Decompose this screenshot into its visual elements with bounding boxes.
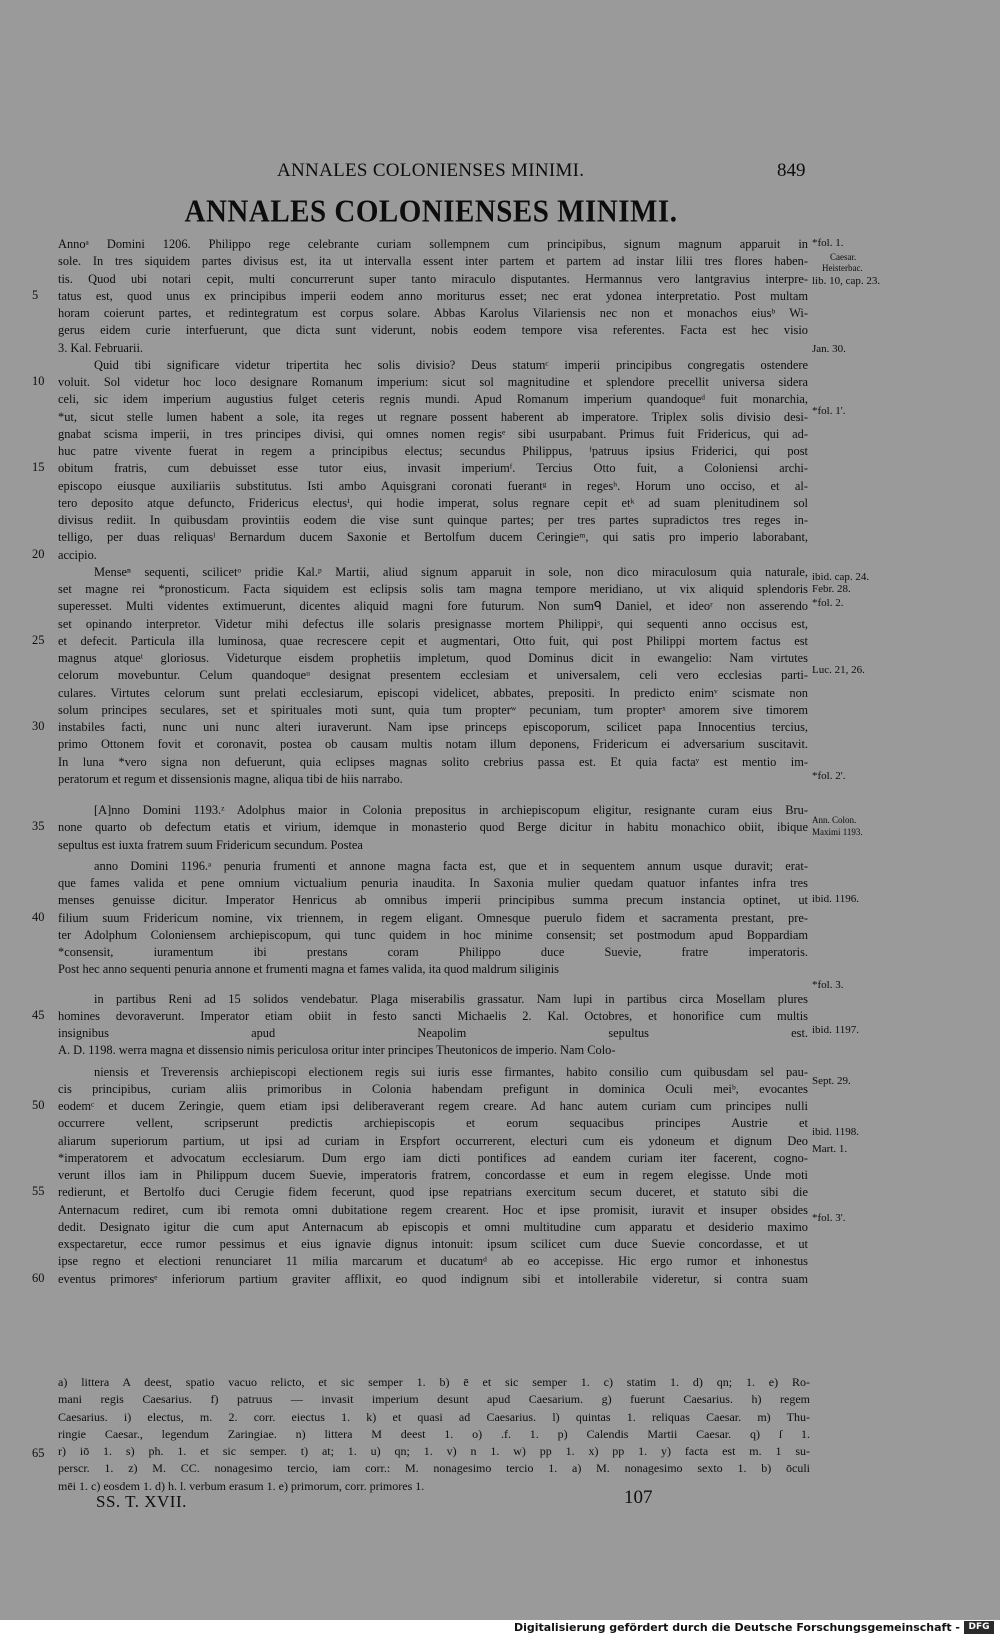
text-line: niensis et Treverensis archiepiscopi electionem regis sui iuris esse firmantes, habito consilio cum quibusdam sel pau- bbox=[94, 1064, 808, 1079]
margin-note: Luc. 21, 26. bbox=[812, 664, 865, 676]
margin-note: *fol. 3. bbox=[812, 979, 844, 991]
text-line: huc patre vivente fuerat in regem a principibus electus; secundus Philippus, ᶠpatruus ipsius Friderici, qui post bbox=[58, 444, 808, 458]
text-line: ipse regno et electioni renunciaret 11 milia marcarum et ducatumᵈ ab eo accepisse. Hic ergo rumor et inhonestus bbox=[58, 1254, 808, 1269]
margin-note: Maximi 1193. bbox=[812, 827, 863, 837]
line-number: 60 bbox=[32, 1270, 45, 1285]
line-number: 25 bbox=[32, 632, 45, 647]
folio-number: 107 bbox=[624, 1487, 653, 1508]
line-number: 5 bbox=[32, 287, 39, 302]
margin-note: *fol. 1. bbox=[812, 237, 844, 249]
margin-note: ibid. 1197. bbox=[812, 1024, 859, 1036]
text-line: Post hec anno sequenti penuria annone et frumenti magna et fames valida, ita quod maldrum siliginis bbox=[58, 962, 560, 977]
digitization-notice: Digitalisierung gefördert durch die Deutsche Forschungsgemeinschaft - bbox=[513, 1621, 960, 1634]
text-line: accipio. bbox=[58, 547, 97, 562]
text-line: verunt illos iam in Philippum ducem Suevie, imperatoris fratrem, concordasse et eum in regem elegisse. Unde moti bbox=[58, 1168, 808, 1182]
text-line: menses genuisse dicitur. Imperator Henricus ab omnibus imperii principibus summa precum instancia optinet, ut bbox=[58, 893, 808, 908]
text-line: set opinando interpretor. Videtur mihi defectus ille solaris presignasse mortem Philippiˢ, qui sequenti anno occisus est, bbox=[58, 616, 808, 631]
line-number: 50 bbox=[32, 1098, 45, 1112]
margin-note: *fol. 1'. bbox=[812, 405, 846, 417]
dfg-logo: DFG bbox=[964, 1621, 994, 1634]
line-number: 45 bbox=[32, 1007, 45, 1022]
line-number: 35 bbox=[32, 819, 45, 834]
text-line: episcopo eiusque auxiliariis substitutus. Isti ambo Aquisgrani coronati fuerantᵍ in regesʰ. Horum uno occiso, et al- bbox=[58, 478, 808, 493]
text-line: celi, sic idem imperium augustius fulget ceteris regnis mundi. Apud Romanum imperium quandoqueᵈ fuit monarchia, bbox=[58, 392, 808, 407]
margin-note: Jan. 30. bbox=[812, 343, 846, 355]
footnote-line: perscr. 1. z) M. CC. nonagesimo tercio, iam corr.: M. nonagesimo tercio 1. a) M. nonagesimo sexto 1. b) ōculi bbox=[58, 1461, 810, 1476]
text-line: exspectaretur, ecce rumor pessimus et eius ignavie dignus intonuit: ipsum scilicet cum duce Suevie concordasse, et ut bbox=[58, 1237, 808, 1251]
margin-note: Sept. 29. bbox=[812, 1075, 851, 1087]
margin-note: *fol. 2'. bbox=[812, 770, 846, 782]
text-line: celorum movebuntur. Celum quandoqueᵘ designat presentem ecclesiam et universalem, celi vero ecclesias parti- bbox=[58, 668, 808, 683]
margin-note: *fol. 3'. bbox=[812, 1212, 846, 1224]
line-number: 30 bbox=[32, 719, 45, 733]
text-line: superesset. Multi videntes extimuerunt, dicentes aliquid magni fore futurum. Non sumᑫ Daniel, et ideoʳ non asserendo bbox=[58, 599, 808, 614]
text-line: in partibus Reni ad 15 solidos vendebatur. Plaga miserabilis grassatur. Nam lupi in partibus circa Mosellam plures bbox=[94, 991, 808, 1006]
margin-note: Febr. 28. bbox=[812, 583, 851, 595]
margin-note: Heisterbac. bbox=[822, 263, 863, 273]
text-line: dedit. Designato igitur die cum aput Anternacum ab episcopis et omni multitudine cum apparatu et desiderio maximo bbox=[58, 1219, 808, 1234]
signature-mark: SS. T. XVII. bbox=[96, 1492, 187, 1511]
text-line: horam coierunt partes, et redintegratum est corpus solare. Abbas Karolus Vilariensis nec non et monachos eiusᵇ Wi- bbox=[58, 306, 808, 320]
text-line: que fames valida et pene omnium victualium penuria inaudita. In Saxonia mulier quedam quatuor infantes infra tres bbox=[58, 876, 808, 890]
footnotes bbox=[58, 1374, 810, 1495]
margin-note: lib. 10, cap. 23. bbox=[812, 275, 881, 287]
running-head-title: ANNALES COLONIENSES MINIMI. bbox=[277, 160, 585, 181]
text-line: Anternacum rediret, cum ibi remota omni dubitatione regem crearent. Hoc et ipse promisit, iuravit et insuper obsides bbox=[58, 1202, 808, 1217]
text-line: Quid tibi significare videtur tripertita hec solis divisio? Deus statumᶜ imperii principibus congregatis ostendere bbox=[94, 357, 808, 372]
footnote-line: Caesarius. i) electus, m. 2. corr. eiectus 1. k) et quasi ad Caesarius. l) quintas 1. reliquas Caesar. m) Thu- bbox=[58, 1409, 810, 1424]
margin-note: Mart. 1. bbox=[812, 1143, 848, 1155]
digitization-bar bbox=[0, 1620, 1000, 1635]
margin-note: Caesar. bbox=[830, 252, 857, 262]
text-line: peratorum et regum et dissensionis magne, aliqua tibi de hiis narrabo. bbox=[58, 771, 403, 786]
text-line: aliarum superiorum partium, ut ipsi ad curiam in Erspfort occurrerent, electuri cum eis ydoneum et dignum Deo bbox=[58, 1133, 808, 1148]
text-line: Menseⁿ sequenti, scilicetᵒ pridie Kal.ᵖ Martii, aliud signum apparuit in sole, non dico miraculosum quia naturale, bbox=[94, 564, 808, 579]
text-line: et defecit. Particula illa luminosa, quae recrescere cepit et augmentari, Otto fuit, qui post Philippi mortem factus est bbox=[58, 633, 808, 648]
line-number: 65 bbox=[32, 1446, 45, 1460]
margin-note: ibid. 1196. bbox=[812, 893, 859, 905]
text-line: Annoᵃ Domini 1206. Philippo rege celebrante curiam sollempnem cum principibus, signum magnum apparuit in bbox=[58, 237, 808, 251]
running-head bbox=[0, 160, 1000, 186]
margin-note: ibid. 1198. bbox=[812, 1126, 859, 1138]
text-line: instabiles facti, nunc uni nunc alteri iuraverunt. Nam ipse princeps episcoporum, scilicet papa Innocentius tercius, bbox=[58, 720, 808, 734]
text-line: *ut, sicut stelle lumen habent a sole, ita reges ut regnare possent haberent ab imperatore. Triplex solis divisio desi- bbox=[58, 409, 808, 424]
main-title: ANNALES COLONIENSES MINIMI. bbox=[184, 194, 678, 230]
line-number: 40 bbox=[32, 909, 45, 924]
text-line: eodemᶜ et ducem Zeringie, quem etiam ipsi deliberaverant regem creare. Ad hanc autem curiam cum principes nulli bbox=[58, 1099, 808, 1113]
text-line: primo Ottonem fovit et coronavit, postea ob causam multis notam illum deponens, Fridericum ei adversarium suscitavit. bbox=[58, 737, 808, 752]
text-line: A. D. 1198. werra magna et dissensio nimis periculosa oritur inter principes Theutonicos de imperio. Nam Colo- bbox=[58, 1043, 616, 1058]
text-line: magnus atqueᵗ gloriosus. Videturque eisdem prophetiis impletum, quod Dominus dicit in ewangelio: Nam virtutes bbox=[58, 651, 808, 665]
text-line: telligo, per duas reliquasˡ Bernardum ducem Saxonie et Bertolfum ducem Ceringieᵐ, qui satis pro imperio laborabant, bbox=[58, 530, 808, 545]
line-number: 55 bbox=[32, 1184, 45, 1199]
text-line: *consensit, iuramentum ibi prestans coram Philippo duce Suevie, fratre imperatoris. bbox=[58, 945, 808, 959]
text-line: occurrere vellent, scripserunt predictis archiepiscopis et eorum sequacibus principes Austrie et bbox=[58, 1116, 808, 1131]
text-line: voluit. Sol videtur hoc loco designare Romanum imperium: sicut sol magnitudine et splendore precellit universa sidera bbox=[58, 375, 808, 389]
line-number: 15 bbox=[32, 460, 45, 475]
margin-note: Ann. Colon. bbox=[812, 815, 857, 825]
footnote-line: a) littera A deest, spatio vacuo relicto, et sic semper 1. b) ē et sic semper 1. c) statim 1. d) qn; 1. e) Ro- bbox=[58, 1375, 810, 1389]
text-line: ter Adolphum Coloniensem archiepiscopum, qui tunc quidem in hoc minime consensit; set postmodum apud Boppardiam bbox=[58, 927, 808, 942]
text-line: In luna *vero signa non defuerunt, quia eclipses magnas solito crebrius passa est. Et quia factaʸ est mentio im- bbox=[58, 754, 808, 769]
text-line: [A]nno Domini 1193.ᶻ Adolphus maior in Colonia prepositus in archiepiscopum eligitur, resignante curam eius Bru- bbox=[94, 803, 808, 817]
text-line: solum principes seculares, set et spirituales moti sunt, quia tum propterʷ pecuniam, tum propterˣ amorem sive timorem bbox=[58, 702, 808, 717]
footnote-line: mani regis Caesarius. f) patruus — invasit imperium desunt apud Caesarium. g) fuerunt Caesarius. h) regem bbox=[58, 1392, 810, 1407]
text-line: cis principibus, curiam aliis primoribus in Colonia habendam prefigunt in dominica Oculi meiᵇ, evocantes bbox=[58, 1081, 808, 1096]
page-number: 849 bbox=[777, 160, 806, 181]
text-line: tis. Quod ubi notari cepit, multi concurrerunt super tanto miraculo disputantes. Hermannus vero lantgravius interpre- bbox=[58, 271, 808, 286]
text-line: culares. Virtutes celorum sunt prelati ecclesiarum, episcopi videlicet, abbates, prepositi. In predicto enimᵛ scismate non bbox=[58, 685, 808, 700]
text-line: anno Domini 1196.ᵃ penuria frumenti et annone magna facta est, que et in sequentem annum usque duravit; erat- bbox=[94, 858, 808, 873]
text-line: redierunt, et Bertolfo duci Cerugie fidem fecerunt, quod ipse repatrians exercitum secum duceret, et statuto sibi die bbox=[58, 1185, 808, 1200]
text-line: eventus primoresᵉ inferiorum partium graviter afflixit, eo quod indignum sibi et intollerabile videretur, si contra suam bbox=[58, 1271, 808, 1286]
text-line: sole. In tres siquidem partes divisus est, ita ut intervalla essent inter partem et partem ad instar lilii tres flores haben- bbox=[58, 254, 808, 269]
footnote-line: mēi 1. c) eosdem 1. d) h. l. verbum erasum 1. e) primorum, corr. primores 1. bbox=[58, 1478, 425, 1493]
margin-note: *fol. 2. bbox=[812, 597, 844, 609]
text-line: tatus est, quod unus ex principibus imperii eodem anno moriturus esset; nec erat ydonea interpretatio. Post multam bbox=[58, 288, 808, 303]
body-text bbox=[58, 236, 808, 1288]
footnote-line: r) iō 1. s) ph. 1. et sic semper. t) at; 1. u) qn; 1. v) n 1. w) pp 1. x) pp 1. y) facta est m. 1 su- bbox=[58, 1444, 810, 1459]
text-line: *imperatorem et advocatum ecclesiarum. Dum ergo iam dicti pontifices ad eandem curiam iter facerent, cogno- bbox=[58, 1150, 808, 1165]
text-line: set magne rei *pronosticum. Facta siquidem est eclipsis solis tam magna tempore meridiano, ut vix aliquid splendoris bbox=[58, 582, 808, 596]
text-line: filium suum Fridericum nomine, vix triennem, in regem eligant. Omnesque puerulo fidem et sacramenta prestant, pre- bbox=[58, 910, 808, 925]
text-line: gerus eidem curie interfuerunt, que dicta sunt viderunt, nobis eodem tempore visa referentes. Facta est hec visio bbox=[58, 323, 808, 338]
text-line: divisus rediit. In quibusdam provintiis eodem die vise sunt quinque partes; per tres partes supradictos tres reges in- bbox=[58, 513, 808, 527]
line-number: 20 bbox=[32, 546, 45, 561]
text-line: sepultus est iuxta fratrem suum Fridericum secundum. Postea bbox=[58, 837, 363, 852]
footnote-line: ringie Caesar., legendum Zaringiae. n) littera M deest 1. o) .f. 1. p) Calendis Martii Caesar. q) ſ 1. bbox=[58, 1426, 810, 1441]
text-line: none quarto ob defectum etatis et virium, idemque in monasterio quod Berge dicitur in habitu monachico obiit, ibique bbox=[58, 820, 808, 835]
text-line: gnabat scisma imperii, in tres principes divisi, qui omnes nomen regisᵉ sibi usurpabant. Primus fuit Fridericus, qui ad- bbox=[58, 426, 808, 441]
line-number: 10 bbox=[32, 374, 45, 388]
margin-note: ibid. cap. 24. bbox=[812, 571, 870, 583]
text-line: 3. Kal. Februarii. bbox=[58, 340, 143, 355]
text-line: tero deposito atque defuncto, Fridericus electusⁱ, qui hodie imperat, solus regnare cepit etᵏ ad suam plenitudinem sol bbox=[58, 495, 808, 510]
text-line: obitum fratris, cum debuisset esse tutor eius, invasit imperiumᶠ. Tercius Otto fuit, a Coloniensi archi- bbox=[58, 461, 808, 476]
text-line: insignibus apud Neapolim sepultus est. bbox=[58, 1026, 808, 1040]
text-line: homines devoraverunt. Imperator etiam obiit in festo sancti Michaelis 2. Kal. Octobres, et honorifice cum multis bbox=[58, 1008, 808, 1023]
